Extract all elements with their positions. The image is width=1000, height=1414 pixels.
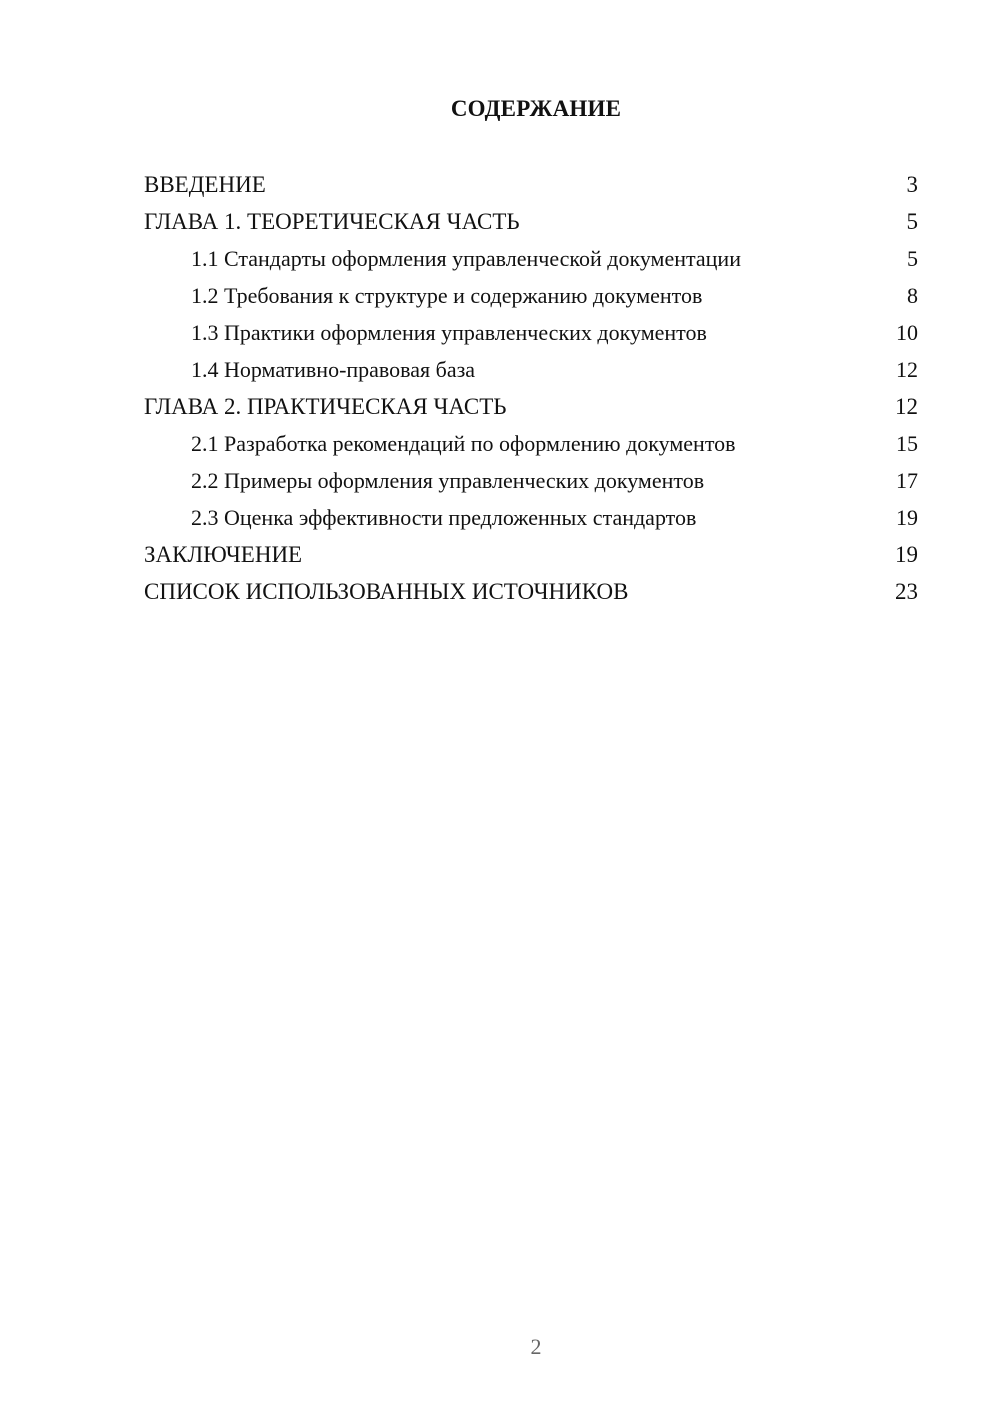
toc-entry-section-1-2	[144, 279, 918, 316]
toc-entry-label: ЗАКЛЮЧЕНИЕ	[144, 542, 303, 567]
toc-entry-label: ВВЕДЕНИЕ	[144, 172, 266, 197]
toc-title: СОДЕРЖАНИЕ	[450, 96, 622, 121]
toc-entry-label: 2.2 Примеры оформления управленческих документов	[191, 468, 705, 493]
toc-entry-page: 15	[896, 431, 918, 456]
toc-entry-section-2-1	[144, 427, 918, 464]
toc-entry-section-1-4	[144, 353, 918, 390]
toc-entry-section-2-3	[144, 501, 918, 538]
toc-entry-page: 19	[896, 505, 918, 530]
toc-entry-label: ГЛАВА 2. ПРАКТИЧЕСКАЯ ЧАСТЬ	[144, 394, 507, 419]
toc-entry-chapter-2	[144, 390, 918, 427]
toc-entry-label: 1.2 Требования к структуре и содержанию документов	[191, 283, 703, 308]
toc-entry-page: 19	[895, 542, 918, 567]
toc-entry-conclusion	[144, 538, 918, 575]
toc-entry-page: 23	[895, 579, 918, 604]
toc-entry-section-2-2	[144, 464, 918, 501]
toc-entry-label: СПИСОК ИСПОЛЬЗОВАННЫХ ИСТОЧНИКОВ	[144, 579, 629, 604]
toc-entry-label: 1.3 Практики оформления управленческих документов	[191, 320, 707, 345]
toc-entry-label: 1.4 Нормативно-правовая база	[191, 357, 476, 382]
toc-entry-label: 1.1 Стандарты оформления управленческой документации	[191, 246, 741, 271]
toc-entry-section-1-1	[144, 242, 918, 279]
toc-entry-page: 5	[907, 246, 918, 271]
toc-entry-section-1-3	[144, 316, 918, 353]
toc-entry-label: 2.3 Оценка эффективности предложенных стандартов	[191, 505, 697, 530]
toc-entry-page: 3	[906, 172, 918, 197]
toc-entry-introduction	[144, 168, 918, 205]
toc-entry-page: 5	[906, 209, 918, 234]
table-of-contents	[144, 168, 918, 612]
toc-entry-page: 10	[896, 320, 918, 345]
toc-entry-chapter-1	[144, 205, 918, 242]
toc-entry-page: 8	[907, 283, 918, 308]
toc-entry-label: ГЛАВА 1. ТЕОРЕТИЧЕСКАЯ ЧАСТЬ	[144, 209, 520, 234]
toc-entry-references	[144, 575, 918, 612]
toc-entry-page: 12	[896, 357, 918, 382]
toc-entry-label: 2.1 Разработка рекомендаций по оформлению документов	[191, 431, 736, 456]
page-number: 2	[530, 1334, 542, 1359]
toc-entry-page: 12	[895, 394, 918, 419]
toc-entry-page: 17	[896, 468, 918, 493]
